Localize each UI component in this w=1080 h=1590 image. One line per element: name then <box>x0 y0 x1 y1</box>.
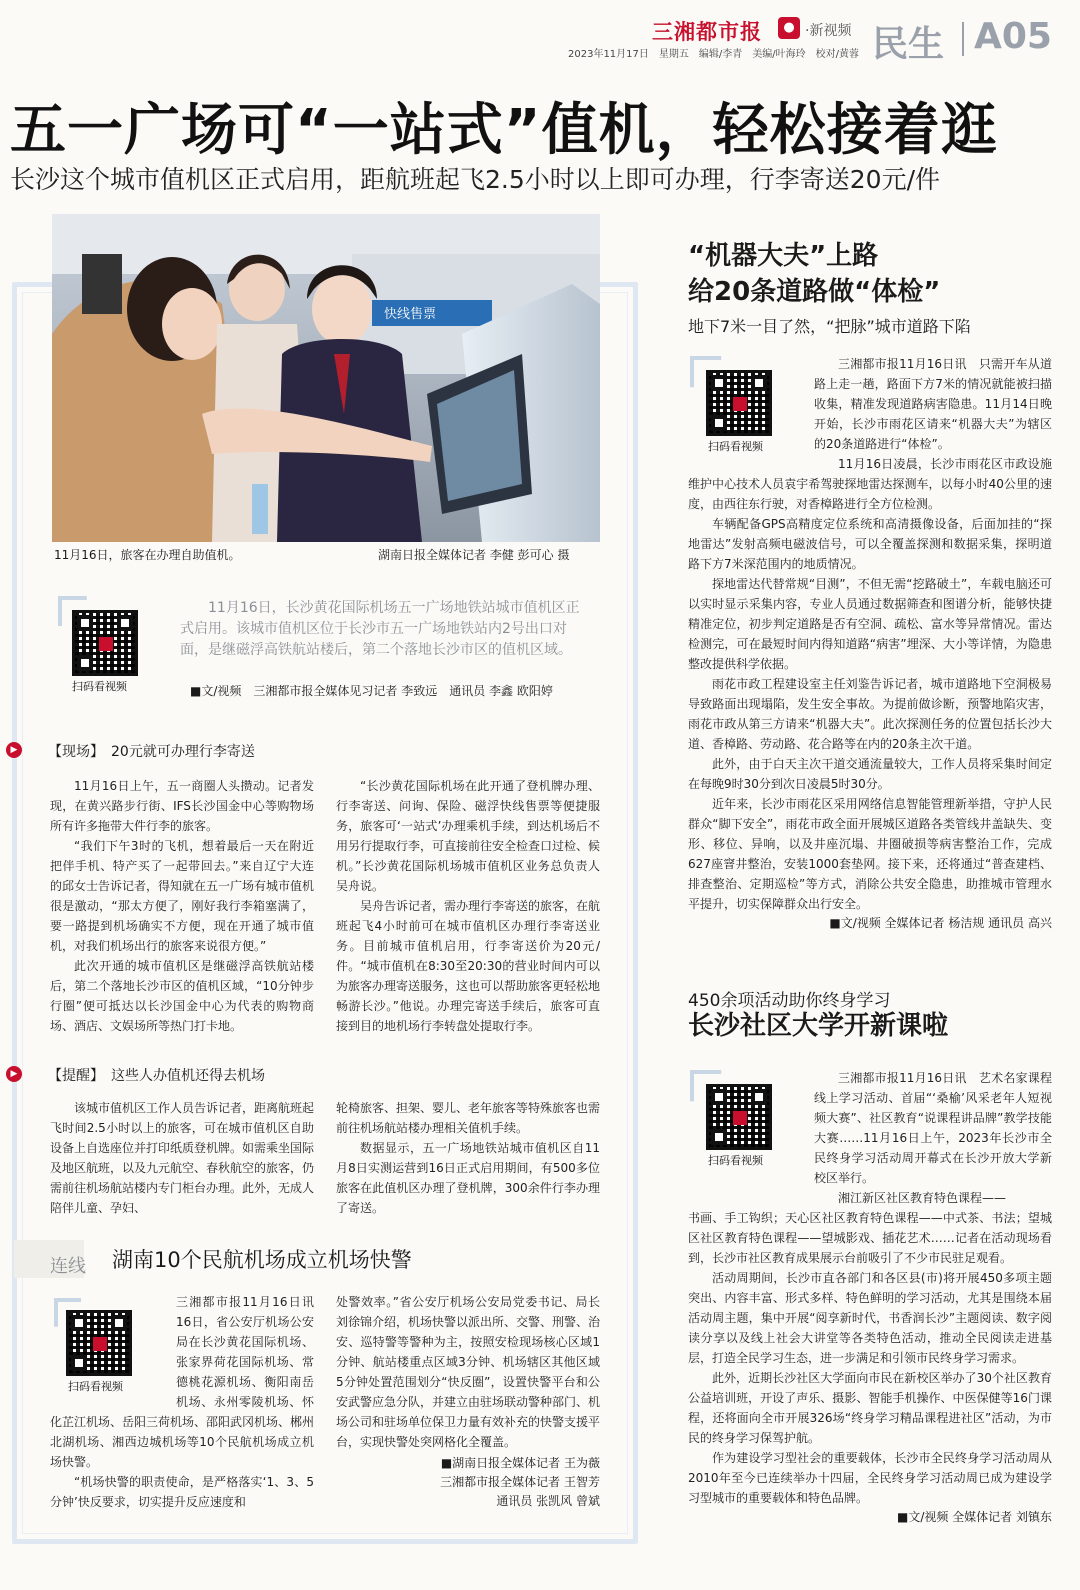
paragraph: 处警效率。”省公安厅机场公安局党委书记、局长刘徐锦介绍，机场快警以派出所、交警、刑警、治安、巡特警等警种为主，按照安检现场核心区域1分钟、航站楼重点区域3分钟、机场辖区其他区域5分钟处置范围划分“快反圈”，设置快警平台和公安武警应急分队，并建立由驻场联动警种部门、机场公司和驻场单位保卫力量有效补充的快警支援平台，实现快警处突网格化全覆盖。 <box>336 1295 601 1449</box>
byline: 通讯员 张凯风 曾斌 <box>496 1494 600 1508</box>
paragraph: 三湘都市报11月16日讯 16日，省公安厅机场公安局在长沙黄花国际机场、张家界荷花国际机场、常德桃花源机场、衡阳南岳机场、永州零陵机场、怀化芷江机场、岳阳三荷机场、邵阳武冈机场、郴州北湖机场、湘西边城机场等10个民航机场成立机场快警。 <box>50 1295 327 1469</box>
photo-caption: 11月16日，旅客在办理自助值机。 <box>54 548 241 562</box>
robot-doctor-body <box>688 354 1052 931</box>
section-bullet-icon: ▶ <box>6 742 22 758</box>
byline: ■文/视频 全媒体记者 刘镇东 <box>896 1510 1052 1524</box>
paragraph: “我们下午3时的飞机，想着最后一天在附近把伴手机、特产买了一起带回去。”来自辽宁大连的邱女士告诉记者，得知就在五一广场有城市值机很是激动，“那太方便了，刚好我行李箱塞满了，要一路提到机场确实不方便，现在开通了城市值机，对我们机场出行的旅客来说很方便。” <box>50 839 315 953</box>
paragraph: 轮椅旅客、担架、婴儿、老年旅客等特殊旅客也需前往机场航站楼办理相关值机手续。 <box>336 1101 601 1135</box>
paragraph: 雨花市政工程建设室主任刘鉴告诉记者，城市道路地下空洞极易导致路面出现塌陷，发生安全事故。为提前做诊断，预警地陷灾害，雨花市政从第三方请来“机器大夫”。此次探测任务的位置包括长沙大道、香樟路、劳动路、花合路等在内的20条主次干道。 <box>688 677 1052 751</box>
community-college-title: 长沙社区大学开新课啦 <box>688 1011 949 1041</box>
community-college-body <box>688 1068 1052 1525</box>
masthead-name: 三湘都市报 <box>652 20 762 44</box>
paragraph: “机场快警的职责使命，是严格落实‘1、3、5分钟’快反要求，切实提升反应速度和 <box>50 1475 314 1509</box>
newspaper-logo-icon: ● <box>778 17 800 39</box>
masthead-date: 2023年11月17日 星期五 编辑/李青 美编/叶海玲 校对/黄蓉 <box>568 49 860 60</box>
section-title: 民生 <box>872 24 945 65</box>
police-column-2 <box>336 1292 600 1511</box>
paragraph: 该城市值机区工作人员告诉记者，距离航班起飞时间2.5小时以上的旅客，可在城市值机区自助设备上自选座位并打印纸质登机牌。如需乘坐国际及地区航班，以及九元航空、春秋航空的旅客，仍需前往机场航站楼内专门柜台办理。此外，无成人陪伴儿童、孕妇、 <box>50 1101 315 1215</box>
paragraph: 三湘都市报11月16日讯 只需开车从道路上走一趟，路面下方7米的情况就能被扫描收集，精准发现道路病害隐患。11月14日晚开始，长沙市雨花区请来“机器大夫”为辖区的20条道路进行“体检”。 <box>814 357 1052 451</box>
kiosk-sign: 快线售票 <box>384 307 437 322</box>
reminder-column-1 <box>50 1098 314 1218</box>
paragraph: “长沙黄花国际机场在此开通了登机牌办理、行李寄送、问询、保险、磁浮快线售票等便捷服务，旅客可‘一站式’办理乘机手续，到达机场后不用另行提取行李，可直接前往安全检查口过检、候机。”长沙黄花国际机场城市值机区业务总负责人吴舟说。 <box>336 779 601 893</box>
paragraph: 车辆配备GPS高精度定位系统和高清摄像设备，后面加挂的“探地雷达”发射高频电磁波信号，可以全覆盖探测和数据采集，探明道路下方7米深范围内的地质情况。 <box>688 517 1052 571</box>
paragraph: 11月16日上午，五一商圈人头攒动。记者发现，在黄兴路步行街、IFS长沙国金中心等购物场所有许多拖带大件行李的旅客。 <box>50 779 314 833</box>
paragraph: 11月16日凌晨，长沙市雨花区市政设施维护中心技术人员袁宇希驾驶探地雷达探测车，以每小时40公里的速度，由西往东行驶，对香樟路进行全方位检测。 <box>688 457 1052 511</box>
scene-column-2 <box>336 776 600 1036</box>
paragraph: 数据显示，五一广场地铁站城市值机区自11月8日实测运营到16日正式启用期间，有500多位旅客在此值机区办理了登机牌，300余件行李办理了寄送。 <box>336 1141 600 1215</box>
paragraph: 作为建设学习型社会的重要载体，长沙市全民终身学习活动周从2010年至今已连续举办十四届，全民终身学习活动周已成为建设学习型城市的重要载体和特色品牌。 <box>688 1451 1052 1505</box>
lead-intro: 11月16日，长沙黄花国际机场五一广场地铁站城市值机区正式启用。该城市值机区位于长沙市五一广场地铁站内2号出口对面，是继磁浮高铁航站楼后，第二个落地长沙市区的值机区域。 <box>180 600 580 658</box>
qr-label: 扫码看视频 <box>708 1154 763 1167</box>
qr-label: 扫码看视频 <box>68 1380 123 1393</box>
paragraph: 湘江新区社区教育特色课程—— <box>838 1191 1007 1205</box>
paragraph: 探地雷达代替常规“目测”，不但无需“挖路破土”，车载电脑还可以实时显示采集内容，专业人员通过数据筛查和图谱分析，能够快捷精准定位，初步判定道路是否有空洞、疏松、富水等异常情况。雷达检测完，可在最短时间内得知道路“病害”埋深、大小等详情，为隐患整改提供科学依据。 <box>688 577 1052 671</box>
news-photo <box>52 214 600 542</box>
masthead-video: ·新视频 <box>805 23 852 39</box>
byline: ■湖南日报全媒体记者 王为薇 <box>440 1456 600 1470</box>
float-spacer <box>688 354 814 468</box>
qr-code-icon[interactable] <box>72 610 138 676</box>
robot-doctor-subtitle: 地下7米一目了然，“把脉”城市道路下陷 <box>688 317 971 336</box>
qr-label: 扫码看视频 <box>72 680 127 693</box>
divider <box>962 22 964 56</box>
lead-byline: ■文/视频 三湘都市报全媒体见习记者 李致远 通讯员 李鑫 欧阳婷 <box>190 684 553 698</box>
section-head-scene: 【现场】 20元就可办理行李寄送 <box>48 744 255 760</box>
qr-label: 扫码看视频 <box>708 440 763 453</box>
related-headline: 湖南10个民航机场成立机场快警 <box>112 1248 412 1272</box>
related-tag: 连线 <box>50 1256 86 1277</box>
byline: 三湘都市报全媒体记者 王智芳 <box>440 1475 600 1489</box>
paragraph: 三湘都市报11月16日讯 艺术名家课程线上学习活动、首届“‘桑榆’风采老年人短视频大赛”、社区教育“说课程讲品牌”教学技能大赛……11月16日上午，2023年长沙市全民终身学习活动周开幕式在长沙开放大学新校区举行。 <box>814 1071 1052 1185</box>
scene-column-1 <box>50 776 314 1036</box>
float-spacer <box>688 1068 814 1194</box>
paragraph: 此外，近期长沙社区大学面向市民在新校区举办了30个社区教育公益培训班，开设了声乐、摄影、智能手机操作、中医保健等16门课程，还将面向全市开展326场“终身学习精品课程进社区”活动，为市民的终身学习保驾护航。 <box>688 1371 1052 1445</box>
page-number: A05 <box>974 16 1052 57</box>
robot-doctor-title-1: “机器大夫”上路 <box>688 241 879 271</box>
float-spacer <box>50 1292 176 1400</box>
headline: 五一广场可“一站式”值机，轻松接着逛 <box>10 98 998 163</box>
paragraph: 此外，由于白天主次干道交通流量较大，工作人员将采集时间定在每晚9时30分到次日凌晨5时30分。 <box>688 757 1052 791</box>
police-column-1 <box>50 1292 327 1512</box>
subheadline: 长沙这个城市值机区正式启用，距航班起飞2.5小时以上即可办理，行李寄送20元/件 <box>10 165 940 194</box>
reminder-column-2 <box>336 1098 600 1218</box>
paragraph: 活动周期间，长沙市直各部门和各区县(市)将开展450多项主题突出、内容丰富、形式多样、特色鲜明的学习活动，尤其是围绕本届活动周主题，集中开展“阅享新时代，书香润长沙”主题阅读、数字阅读分享以及线上社会大讲堂等各类特色活动，推动全民阅读走进基层，打造全民学习生态，进一步满足和引领市民终身学习需求。 <box>688 1271 1052 1365</box>
paragraph: 近年来，长沙市雨花区采用网络信息智能管理新举措，守护人民群众“脚下安全”，雨花市政全面开展城区道路各类管线井盖缺失、变形、移位、异响，以及井座沉塌、井圈破损等病害整治工作，完成627座窨井整治，安装1000套垫网。接下来，还将通过“普查建档、排查整治、定期巡检”等方式，消除公共安全隐患，助推城市管理水平提升，切实保障群众出行安全。 <box>688 797 1052 911</box>
paragraph: 书画、手工钩织；天心区社区教育特色课程——中式茶、书法；望城区社区教育特色课程——望城影戏、插花艺术……记者在活动现场看到，长沙市社区教育成果展示台前吸引了不少市民驻足观看。 <box>688 1211 1052 1265</box>
section-head-reminder: 【提醒】 这些人办值机还得去机场 <box>48 1068 265 1084</box>
section-bullet-icon: ▶ <box>6 1066 22 1082</box>
byline: ■文/视频 全媒体记者 杨洁规 通讯员 高兴 <box>829 916 1052 930</box>
paragraph: 吴舟告诉记者，需办理行李寄送的旅客，在航班起飞4小时前可在城市值机区办理行李寄送业务。目前城市值机启用，行李寄送价为20元/件。“城市值机在8:30至20:30的营业时间内可以为旅客办理寄送服务，这也可以帮助旅客更轻松地畅游长沙。”他说。办理完寄送手续后，旅客可直接到目的地机场行李转盘处提取行李。 <box>336 899 601 1033</box>
robot-doctor-title-2: 给20条道路做“体检” <box>688 277 941 307</box>
photo-credit: 湖南日报全媒体记者 李健 彭可心 摄 <box>378 548 570 562</box>
paragraph: 此次开通的城市值机区是继磁浮高铁航站楼后，第二个落地长沙市区的值机区域，“10分钟步行圈”便可抵达以长沙国金中心为代表的购物商场、酒店、文娱场所等热门打卡地。 <box>50 959 314 1033</box>
community-college-kicker: 450余项活动助你终身学习 <box>688 991 891 1011</box>
